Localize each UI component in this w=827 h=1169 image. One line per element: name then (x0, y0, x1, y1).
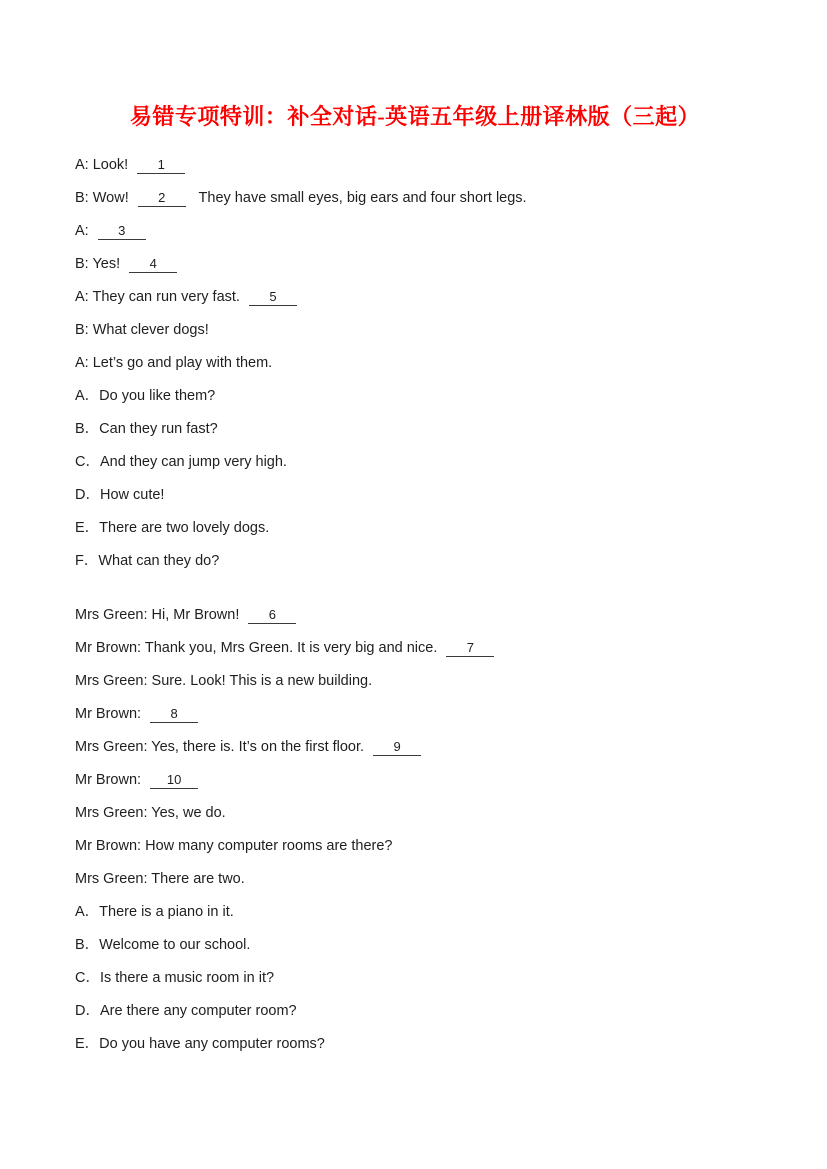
answer-blank-3: 3 (98, 223, 146, 240)
line-text: Mr Brown: (75, 772, 146, 788)
answer-blank-9: 9 (373, 739, 421, 756)
line-text: A．There is a piano in it. (75, 904, 234, 920)
text-line (75, 221, 755, 241)
text-line (75, 638, 755, 658)
page-title: 易错专项特训：补全对话-英语五年级上册译林版（三起） (129, 104, 701, 129)
text-line (75, 605, 755, 625)
text-line (75, 320, 755, 340)
text-line (75, 704, 755, 724)
line-text: Mrs Green: Yes, we do. (75, 805, 226, 821)
line-text: E．There are two lovely dogs. (75, 520, 270, 536)
text-line (75, 737, 755, 757)
text-line (75, 155, 755, 175)
line-text: Mrs Green: There are two. (75, 871, 245, 887)
text-line (75, 803, 755, 823)
line-text: A: Let’s go and play with them. (75, 355, 273, 371)
dialogue-section-dogs (75, 155, 755, 571)
line-text: F．What can they do? (75, 553, 220, 569)
line-text: A．Do you like them? (75, 388, 216, 404)
answer-blank-10: 10 (150, 772, 198, 789)
text-line (75, 485, 755, 505)
line-text: A: (75, 223, 93, 239)
text-line (75, 836, 755, 856)
line-text: B．Welcome to our school. (75, 937, 251, 953)
answer-blank-5: 5 (249, 289, 297, 306)
text-line (75, 671, 755, 691)
text-line (75, 1034, 755, 1054)
answer-blank-8: 8 (150, 706, 198, 723)
line-text: Mrs Green: Sure. Look! This is a new building. (75, 673, 373, 689)
answer-blank-6: 6 (248, 607, 296, 624)
dialogue-section-school (75, 605, 755, 1054)
answer-blank-2: 2 (138, 190, 186, 207)
text-line (75, 770, 755, 790)
line-text: C．And they can jump very high. (75, 454, 287, 470)
line-text: Mrs Green: Hi, Mr Brown! (75, 607, 244, 623)
text-line (75, 254, 755, 274)
text-line (75, 518, 755, 538)
line-text: Mr Brown: How many computer rooms are there? (75, 838, 393, 854)
text-line (75, 287, 755, 307)
line-text: Mrs Green: Yes, there is. It’s on the first floor. (75, 739, 369, 755)
answer-blank-7: 7 (446, 640, 494, 657)
text-line (75, 353, 755, 373)
line-text: Mr Brown: (75, 706, 146, 722)
text-line (75, 188, 755, 208)
line-text: A: They can run very fast. (75, 289, 244, 305)
line-text: D．How cute! (75, 487, 165, 503)
answer-blank-1: 1 (137, 157, 185, 174)
text-line (75, 419, 755, 439)
text-line (75, 551, 755, 571)
line-text: B: Yes! (75, 256, 125, 272)
text-line (75, 869, 755, 889)
line-text: They have small eyes, big ears and four short legs. (190, 190, 527, 206)
answer-blank-4: 4 (129, 256, 177, 273)
line-text: A: Look! (75, 157, 133, 173)
line-text: Mr Brown: Thank you, Mrs Green. It is very big and nice. (75, 640, 442, 656)
line-text: C．Is there a music room in it? (75, 970, 275, 986)
text-line (75, 935, 755, 955)
text-line (75, 386, 755, 406)
line-text: D．Are there any computer room? (75, 1003, 297, 1019)
line-text: B: Wow! (75, 190, 133, 206)
line-text: E．Do you have any computer rooms? (75, 1036, 325, 1052)
text-line (75, 968, 755, 988)
line-text: B: What clever dogs! (75, 322, 209, 338)
text-line (75, 902, 755, 922)
line-text: B．Can they run fast? (75, 421, 218, 437)
text-line (75, 452, 755, 472)
text-line (75, 1001, 755, 1021)
